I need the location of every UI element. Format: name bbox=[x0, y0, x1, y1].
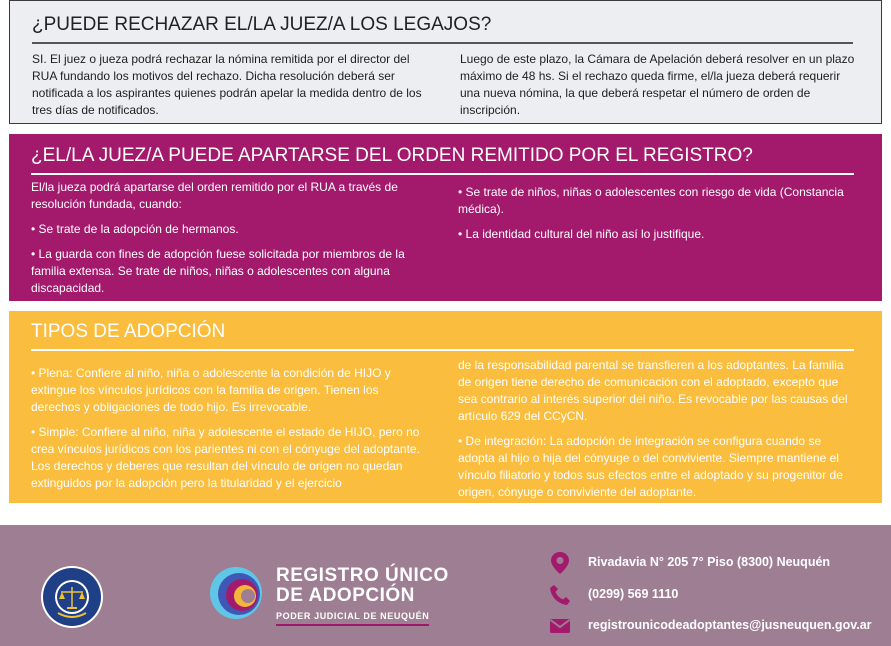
list-item: • La guarda con fines de adopción fuese solicitada por miembros de la familia extensa. Se trate de niños, niñas o adolescentes con alguna discapacidad. bbox=[31, 247, 405, 295]
list-item: • Plena: Confiere al niño, niña o adolescente la condición de HIJO y extingue los vínculos jurídicos con la familia de origen. Tienen los derechos y obligaciones de todo hijo. Es irrevocable. bbox=[31, 366, 391, 414]
list-item: • La identidad cultural del niño así lo justifique. bbox=[458, 227, 705, 241]
footer bbox=[0, 525, 891, 646]
location-pin-icon bbox=[548, 551, 572, 575]
section-title: ¿PUEDE RECHAZAR EL/LA JUEZ/A LOS LEGAJOS? bbox=[32, 14, 853, 44]
logo-line3: PODER JUDICIAL DE NEUQUÉN bbox=[276, 611, 429, 626]
phone-text: (0299) 569 1110 bbox=[588, 587, 679, 601]
logo-line1: REGISTRO ÚNICO bbox=[276, 565, 449, 586]
column-right bbox=[458, 184, 858, 251]
poder-judicial-seal bbox=[40, 565, 104, 629]
column-right bbox=[458, 357, 858, 509]
paragraph: El/la jueza podrá apartarse del orden remitido por el RUA a través de resolución fundada, cuando: bbox=[31, 180, 398, 211]
phone-icon bbox=[548, 583, 572, 607]
section-tipos bbox=[9, 311, 882, 503]
paragraph-right: Luego de este plazo, la Cámara de Apelación deberá resolver en un plazo máximo de 48 hs. Si el rechazo queda firme, el/la jueza deberá requerir una nueva nómina, la que deberá respetar el número de orden de inscripción. bbox=[460, 52, 855, 117]
paragraph-left: SI. El juez o jueza podrá rechazar la nómina remitida por el director del RUA fundando los motivos del rechazo. Dicha resolución deberá ser notificada a los aspirantes quienes podrán apelar la medida dentro de los tres días de notificados. bbox=[32, 52, 422, 117]
address-text: Rivadavia N° 205 7° Piso (8300) Neuquén bbox=[588, 555, 831, 569]
section-title: TIPOS DE ADOPCIÓN bbox=[31, 321, 854, 351]
list-item: • Simple: Confiere al niño, niña y adolescente el estado de HIJO, pero no crea vínculos jurídicos con los parientes ni con el cónyuge del adoptante. Los derechos y deberes que resultan del vínculo de origen no quedan extinguidos por la adopción pero la titularidad y el ejercicio bbox=[31, 425, 420, 490]
column-left bbox=[31, 365, 429, 500]
email-link[interactable]: registrounicodeadoptantes@jusneuquen.gov.ar bbox=[588, 618, 872, 632]
paragraph: de la responsabilidad parental se transfieren a los adoptantes. La familia de origen tiene derecho de comunicación con el adoptado, excepto que sea contrario al interés superior del niño. Es revocable por las causas del artículo 629 del CCyCN. bbox=[458, 358, 848, 423]
list-item: • De integración: La adopción de integración se configura cuando se adopta al hijo o hija del cónyuge o del conviviente. Siempre mantiene el vínculo filiatorio y todos sus efectos entre el adoptado y su progenitor de origen, cónyuge o conviviente del adoptante. bbox=[458, 434, 843, 499]
rua-logo-icon bbox=[208, 563, 268, 623]
envelope-icon bbox=[548, 614, 572, 638]
rua-wordmark bbox=[276, 566, 449, 626]
section-apartarse bbox=[9, 134, 882, 301]
section-title: ¿EL/LA JUEZ/A PUEDE APARTARSE DEL ORDEN REMITIDO POR EL REGISTRO? bbox=[31, 145, 854, 175]
section-rechazar bbox=[9, 0, 882, 124]
list-item: • Se trate de niños, niñas o adolescentes con riesgo de vida (Constancia médica). bbox=[458, 185, 844, 216]
list-item: • Se trate de la adopción de hermanos. bbox=[31, 222, 239, 236]
logo-line2: DE ADOPCIÓN bbox=[276, 585, 415, 606]
column-left bbox=[31, 179, 423, 305]
